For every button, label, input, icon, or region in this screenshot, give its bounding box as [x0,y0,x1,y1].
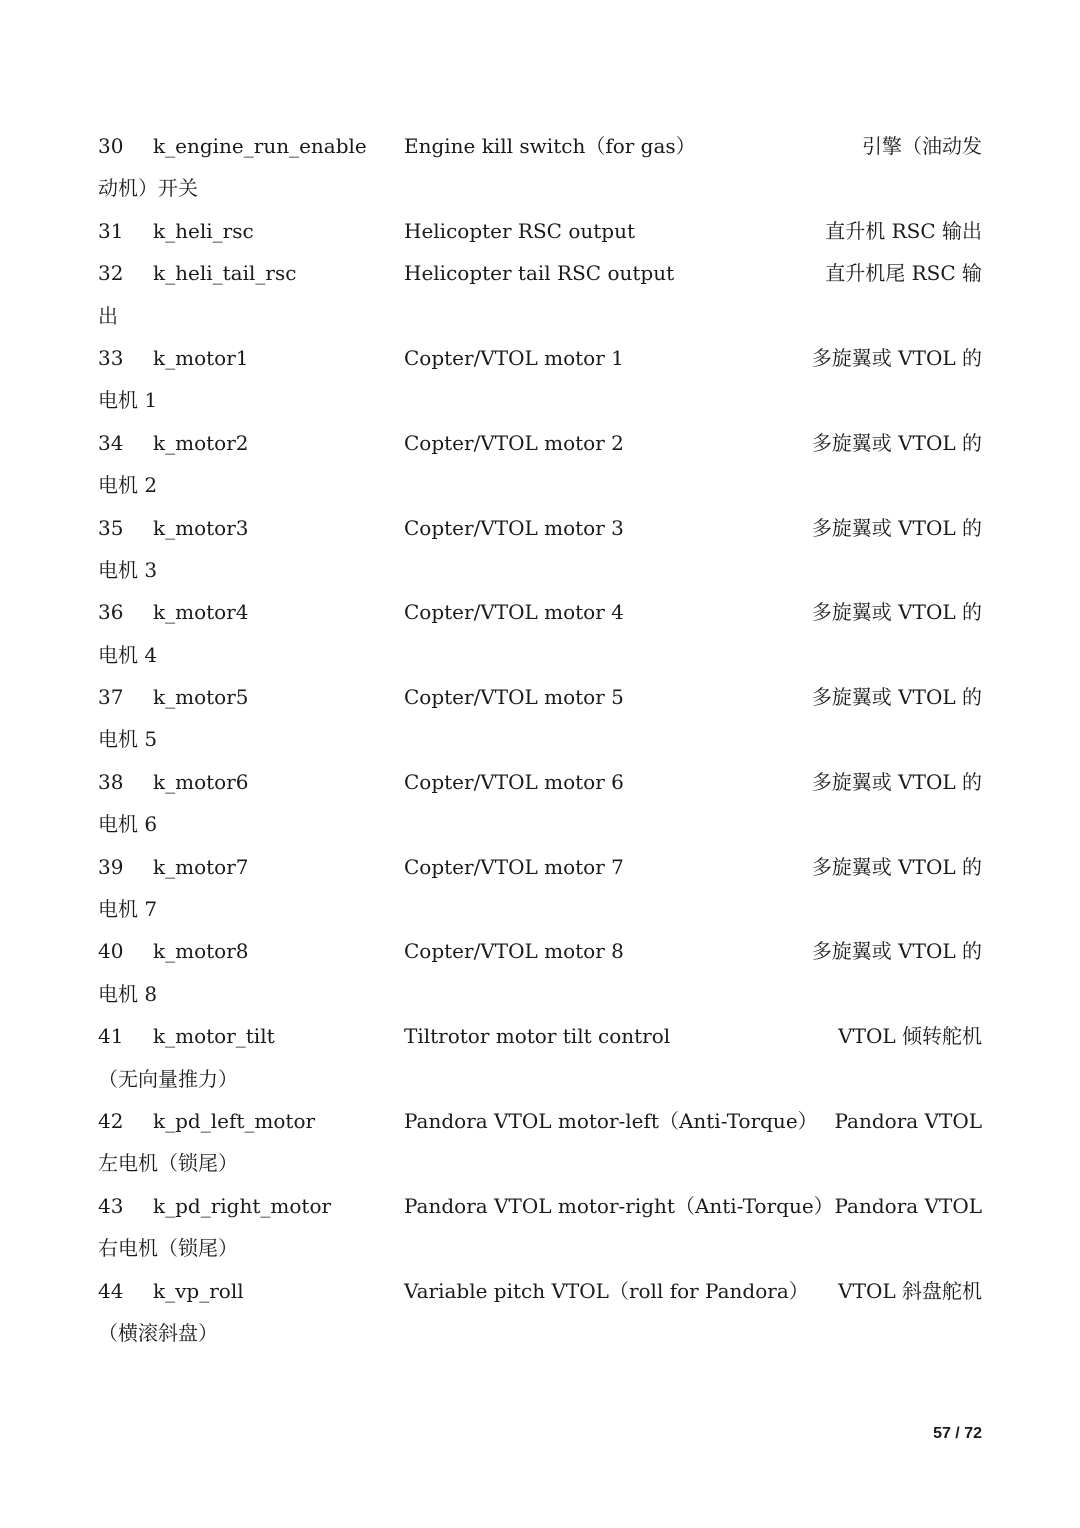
entry-description: Copter/VTOL motor 3 [404,515,624,540]
entry-number: 41 [98,1024,124,1049]
entry-chinese-label-continued: 出 [98,303,118,328]
entry-chinese-label-continued: 右电机（锁尾） [98,1236,238,1261]
entry-wrap-line [98,1058,982,1100]
entry-key: k_motor1 [153,345,249,370]
entry-number: 42 [98,1108,124,1133]
list-item [98,252,982,337]
entry-main-line [98,1270,982,1312]
entry-key: k_motor5 [153,685,249,710]
entry-chinese-label: 直升机 RSC 输出 [825,218,982,243]
entry-key: k_motor4 [153,600,249,625]
entry-wrap-line [98,464,982,506]
entry-description: Pandora VTOL motor-left（Anti-Torque） [404,1108,818,1133]
entry-number: 35 [98,515,124,540]
entry-description: Copter/VTOL motor 5 [404,685,624,710]
entry-number: 40 [98,939,124,964]
entry-main-line [98,591,982,633]
entry-key: k_motor_tilt [153,1024,275,1049]
entry-wrap-line [98,1227,982,1269]
entry-chinese-label: 直升机尾 RSC 输 [825,261,982,286]
entry-chinese-label-continued: 电机 5 [98,727,158,752]
entry-number: 31 [98,218,124,243]
list-item [98,337,982,422]
entry-chinese-label-continued: 动机）开关 [98,176,198,201]
entry-key: k_heli_rsc [153,218,254,243]
entry-description: Tiltrotor motor tilt control [404,1024,671,1049]
entry-number: 30 [98,134,124,158]
entry-number: 39 [98,854,124,879]
entry-main-line [98,337,982,379]
entry-number: 34 [98,430,124,455]
entry-key: k_motor6 [153,769,249,794]
entry-main-line [98,930,982,972]
entry-description: Copter/VTOL motor 1 [404,345,624,370]
entry-key: k_motor2 [153,430,249,455]
entry-key: k_heli_tail_rsc [153,261,297,286]
entry-wrap-line [98,973,982,1015]
list-item [98,591,982,676]
entry-key: k_engine_run_enable [153,134,367,158]
entry-chinese-label-continued: （无向量推力） [98,1066,238,1091]
entry-wrap-line [98,1312,982,1354]
entry-chinese-label: Pandora VTOL [834,1193,982,1218]
entry-description: Copter/VTOL motor 7 [404,854,624,879]
entry-chinese-label-continued: （横滚斜盘） [98,1320,218,1345]
entry-wrap-line [98,549,982,591]
entry-main-line [98,125,982,167]
entry-number: 36 [98,600,124,625]
entry-key: k_motor8 [153,939,249,964]
entry-main-line [98,846,982,888]
entry-description: Helicopter tail RSC output [404,261,675,286]
list-item [98,930,982,1015]
entry-key: k_pd_left_motor [153,1108,316,1133]
entry-chinese-label-continued: 电机 8 [98,981,158,1006]
entry-chinese-label: 多旋翼或 VTOL 的 [811,939,982,964]
entry-description: Copter/VTOL motor 2 [404,430,624,455]
list-item [98,125,982,210]
entry-chinese-label: VTOL 斜盘舵机 [838,1278,982,1303]
list-item [98,1015,982,1100]
list-item [98,761,982,846]
list-item [98,1270,982,1355]
entry-chinese-label-continued: 电机 6 [98,812,158,837]
entry-number: 38 [98,769,124,794]
entry-key: k_pd_right_motor [153,1193,332,1218]
entry-wrap-line [98,379,982,421]
entry-chinese-label-continued: 电机 7 [98,897,158,922]
list-item [98,676,982,761]
entry-main-line [98,422,982,464]
page-number: 57 / 72 [933,1425,982,1442]
entry-chinese-label: 多旋翼或 VTOL 的 [811,854,982,879]
entry-wrap-line [98,1142,982,1184]
entry-description: Copter/VTOL motor 8 [404,939,624,964]
entry-description: Copter/VTOL motor 4 [404,600,624,625]
entry-description: Engine kill switch（for gas） [404,134,696,158]
entry-chinese-label: 多旋翼或 VTOL 的 [811,685,982,710]
list-item [98,1100,982,1185]
list-item [98,507,982,592]
entry-chinese-label-continued: 电机 1 [98,388,158,413]
entry-main-line [98,761,982,803]
entry-main-line [98,1015,982,1057]
entry-chinese-label-continued: 左电机（锁尾） [98,1151,238,1176]
entry-main-line [98,1100,982,1142]
entry-wrap-line [98,718,982,760]
entry-number: 33 [98,345,124,370]
entry-chinese-label: 引擎（油动发 [862,134,982,158]
list-item [98,422,982,507]
entry-main-line [98,210,982,252]
list-item [98,1185,982,1270]
list-item [98,846,982,931]
entry-number: 44 [98,1278,124,1303]
entry-chinese-label: 多旋翼或 VTOL 的 [811,430,982,455]
entry-key: k_motor3 [153,515,249,540]
entry-chinese-label: 多旋翼或 VTOL 的 [811,600,982,625]
entry-chinese-label-continued: 电机 4 [98,642,158,667]
entry-description: Pandora VTOL motor-right（Anti-Torque） [404,1193,834,1218]
entry-main-line [98,676,982,718]
entry-number: 43 [98,1193,124,1218]
entry-wrap-line [98,167,982,209]
entry-main-line [98,252,982,294]
entry-key: k_motor7 [153,854,249,879]
entry-chinese-label: 多旋翼或 VTOL 的 [811,769,982,794]
entry-chinese-label: Pandora VTOL [834,1108,982,1133]
entry-chinese-label-continued: 电机 3 [98,557,158,582]
entry-wrap-line [98,634,982,676]
entry-number: 37 [98,685,124,710]
entry-wrap-line [98,803,982,845]
entry-wrap-line [98,295,982,337]
entry-description: Variable pitch VTOL（roll for Pandora） [404,1278,809,1303]
list-item [98,210,982,252]
entry-main-line [98,507,982,549]
entry-key: k_vp_roll [153,1278,244,1303]
entry-chinese-label: VTOL 倾转舵机 [838,1024,982,1049]
entry-description: Helicopter RSC output [404,218,636,243]
servo-function-list [98,125,982,1354]
entry-chinese-label-continued: 电机 2 [98,473,158,498]
entry-number: 32 [98,261,124,286]
entry-main-line [98,1185,982,1227]
entry-chinese-label: 多旋翼或 VTOL 的 [811,515,982,540]
entry-description: Copter/VTOL motor 6 [404,769,624,794]
entry-wrap-line [98,888,982,930]
entry-chinese-label: 多旋翼或 VTOL 的 [811,345,982,370]
